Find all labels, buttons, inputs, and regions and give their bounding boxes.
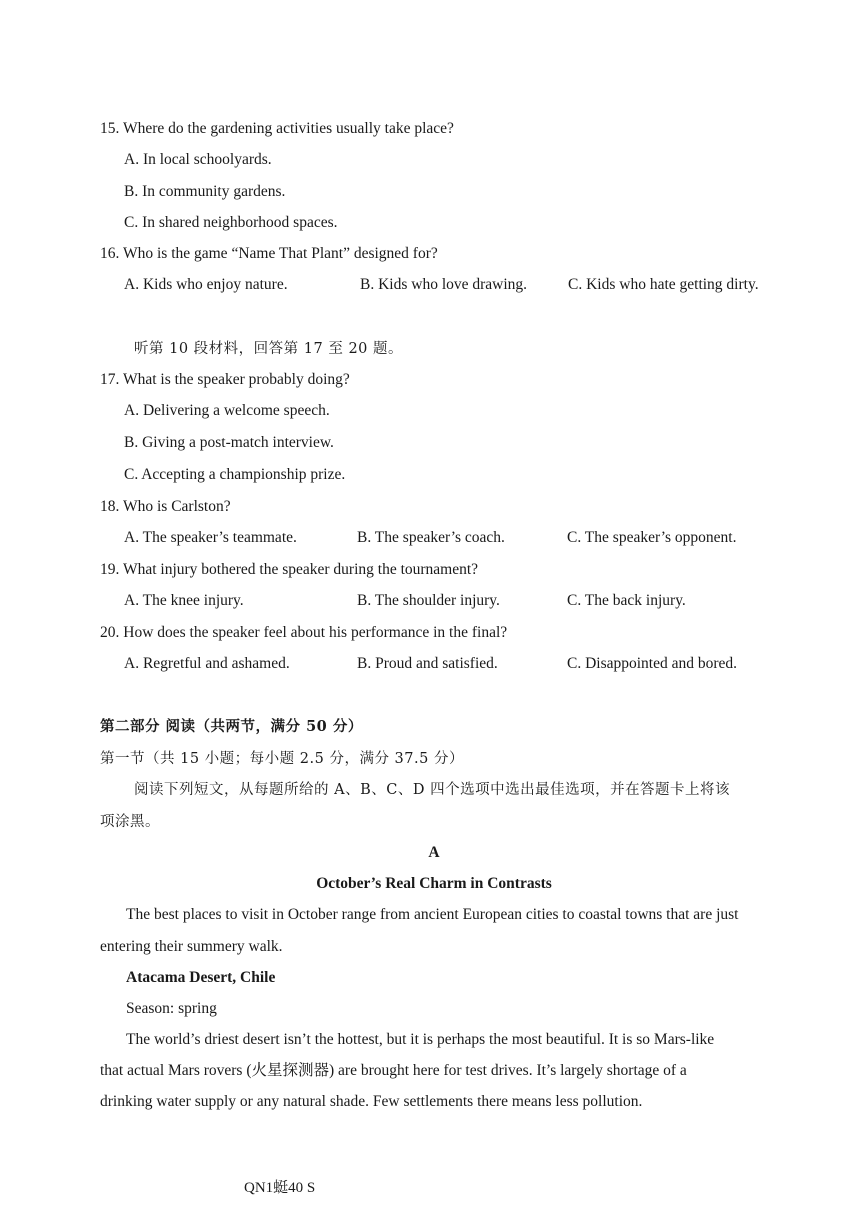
- question-16-stem: 16. Who is the game “Name That Plant” designed for?: [100, 245, 438, 262]
- question-20-stem: 20. How does the speaker feel about his performance in the final?: [100, 624, 508, 641]
- intro-line-1: The best places to visit in October range from ancient European cities to coastal towns that are just: [126, 906, 739, 923]
- intro-line-2: entering their summery walk.: [100, 938, 283, 955]
- question-17-option-a: A. Delivering a welcome speech.: [124, 402, 330, 419]
- question-18-stem: 18. Who is Carlston?: [100, 498, 231, 515]
- season-label: Season: spring: [126, 1000, 217, 1017]
- place-heading: Atacama Desert, Chile: [126, 969, 276, 986]
- reading-part-title: 第二部分 阅读（共两节，满分 50 分）: [100, 718, 363, 735]
- question-18-option-c: C. The speaker’s opponent.: [567, 529, 737, 546]
- question-19-option-c: C. The back injury.: [567, 592, 686, 609]
- question-15-option-a: A. In local schoolyards.: [124, 151, 272, 168]
- body-line-1: The world’s driest desert isn’t the hottest, but it is perhaps the most beautiful. It is so Mars-like: [126, 1031, 715, 1048]
- page-code: QN1蜓40 S: [244, 1180, 316, 1196]
- question-18-option-b: B. The speaker’s coach.: [357, 529, 505, 546]
- question-17-option-c: C. Accepting a championship prize.: [124, 466, 346, 483]
- question-19-stem: 19. What injury bothered the speaker during the tournament?: [100, 561, 479, 578]
- question-15-option-c: C. In shared neighborhood spaces.: [124, 214, 338, 231]
- question-16-option-b: B. Kids who love drawing.: [360, 276, 528, 293]
- question-16-option-a: A. Kids who enjoy nature.: [124, 276, 288, 293]
- question-15-stem: 15. Where do the gardening activities usually take place?: [100, 120, 454, 137]
- body-line-2: that actual Mars rovers (火星探测器) are brought here for test drives. It’s largely shortage of a: [100, 1062, 687, 1079]
- question-20-option-c: C. Disappointed and bored.: [567, 655, 738, 672]
- passage-letter: A: [428, 844, 440, 861]
- question-19-option-b: B. The shoulder injury.: [357, 592, 500, 609]
- reading-instruction-line-2: 项涂黑。: [100, 814, 160, 830]
- reading-instruction-line-1: 阅读下列短文，从每题所给的 A、B、C、D 四个选项中选出最佳选项，并在答题卡上将该: [134, 782, 731, 798]
- question-19-option-a: A. The knee injury.: [124, 592, 244, 609]
- question-18-option-a: A. The speaker’s teammate.: [124, 529, 297, 546]
- question-20-option-b: B. Proud and satisfied.: [357, 655, 498, 672]
- reading-section-title: 第一节（共 15 小题；每小题 2.5 分，满分 37.5 分）: [100, 751, 464, 767]
- section-10-instruction: 听第 10 段材料，回答第 17 至 20 题。: [134, 341, 404, 357]
- question-16-option-c: C. Kids who hate getting dirty.: [568, 276, 759, 293]
- question-17-option-b: B. Giving a post-match interview.: [124, 434, 334, 451]
- question-15-option-b: B. In community gardens.: [124, 183, 286, 200]
- question-17-stem: 17. What is the speaker probably doing?: [100, 371, 350, 388]
- question-20-option-a: A. Regretful and ashamed.: [124, 655, 290, 672]
- body-line-3: drinking water supply or any natural shade. Few settlements there means less pollution.: [100, 1093, 643, 1110]
- passage-title: October’s Real Charm in Contrasts: [316, 875, 552, 892]
